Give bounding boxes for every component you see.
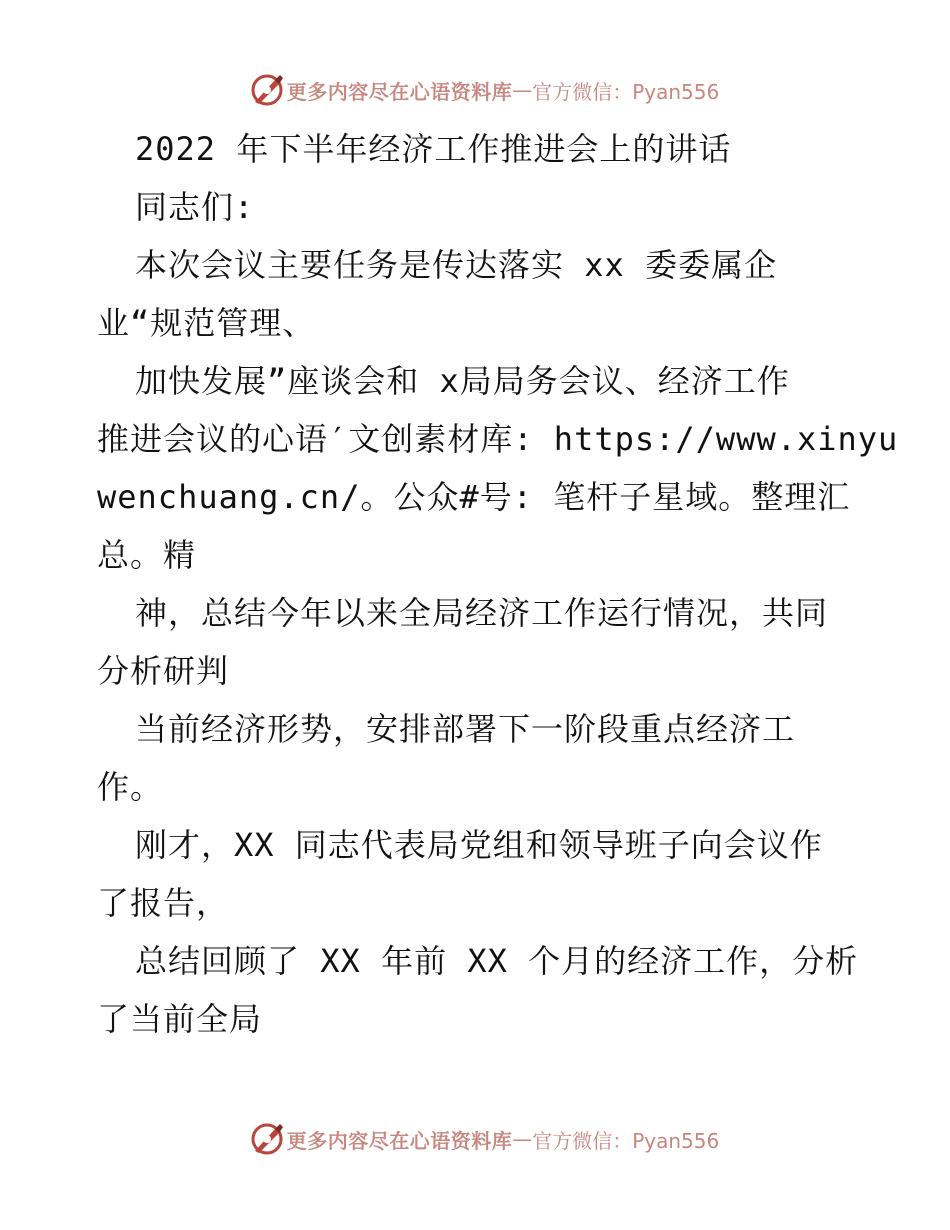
pen-logo-icon — [249, 1121, 285, 1157]
document-line: 推进会议的心语′文创素材库: https://www.xinyu — [97, 420, 899, 458]
document-line: 刚才，XX 同志代表局党组和领导班子向会议作 — [135, 826, 823, 864]
watermark-account: 官方微信：Pyan556 — [532, 79, 720, 104]
document-line: 作。 — [97, 768, 164, 806]
document-line: 当前经济形势，安排部署下一阶段重点经济工 — [135, 710, 796, 748]
document-line: 了报告， — [97, 884, 230, 922]
watermark-group — [249, 72, 720, 108]
watermark-text: 更多内容尽在心语资料库 — [286, 79, 513, 104]
watermark-dash: — — [512, 1127, 533, 1151]
header-watermark — [0, 72, 950, 108]
document-line: 分析研判 — [97, 652, 230, 690]
pen-logo-icon — [249, 72, 285, 108]
document-line: 总结回顾了 XX 年前 XX 个月的经济工作，分析 — [135, 942, 859, 980]
document-line: 本次会议主要任务是传达落实 xx 委委属企 — [135, 246, 778, 284]
document-line: 业“规范管理、 — [97, 304, 316, 342]
document-line: 2022 年下半年经济工作推进会上的讲话 — [135, 130, 732, 168]
document-line: 同志们: — [135, 188, 255, 226]
watermark-group — [249, 1121, 720, 1157]
document-body — [97, 120, 899, 1048]
document-line: wenchuang.cn/。公众#号: 笔杆子星域。整理汇 — [97, 478, 851, 516]
watermark-dash: — — [512, 78, 533, 102]
watermark-account: 官方微信：Pyan556 — [532, 1128, 720, 1153]
watermark-text: 更多内容尽在心语资料库 — [286, 1128, 513, 1153]
document-line: 了当前全局 — [97, 1000, 263, 1038]
document-line: 神，总结今年以来全局经济工作运行情况，共同 — [135, 594, 829, 632]
footer-watermark — [0, 1121, 950, 1157]
document-line: 加快发展”座谈会和 x局局务会议、经济工作 — [135, 362, 790, 400]
document-line: 总。精 — [97, 536, 197, 574]
